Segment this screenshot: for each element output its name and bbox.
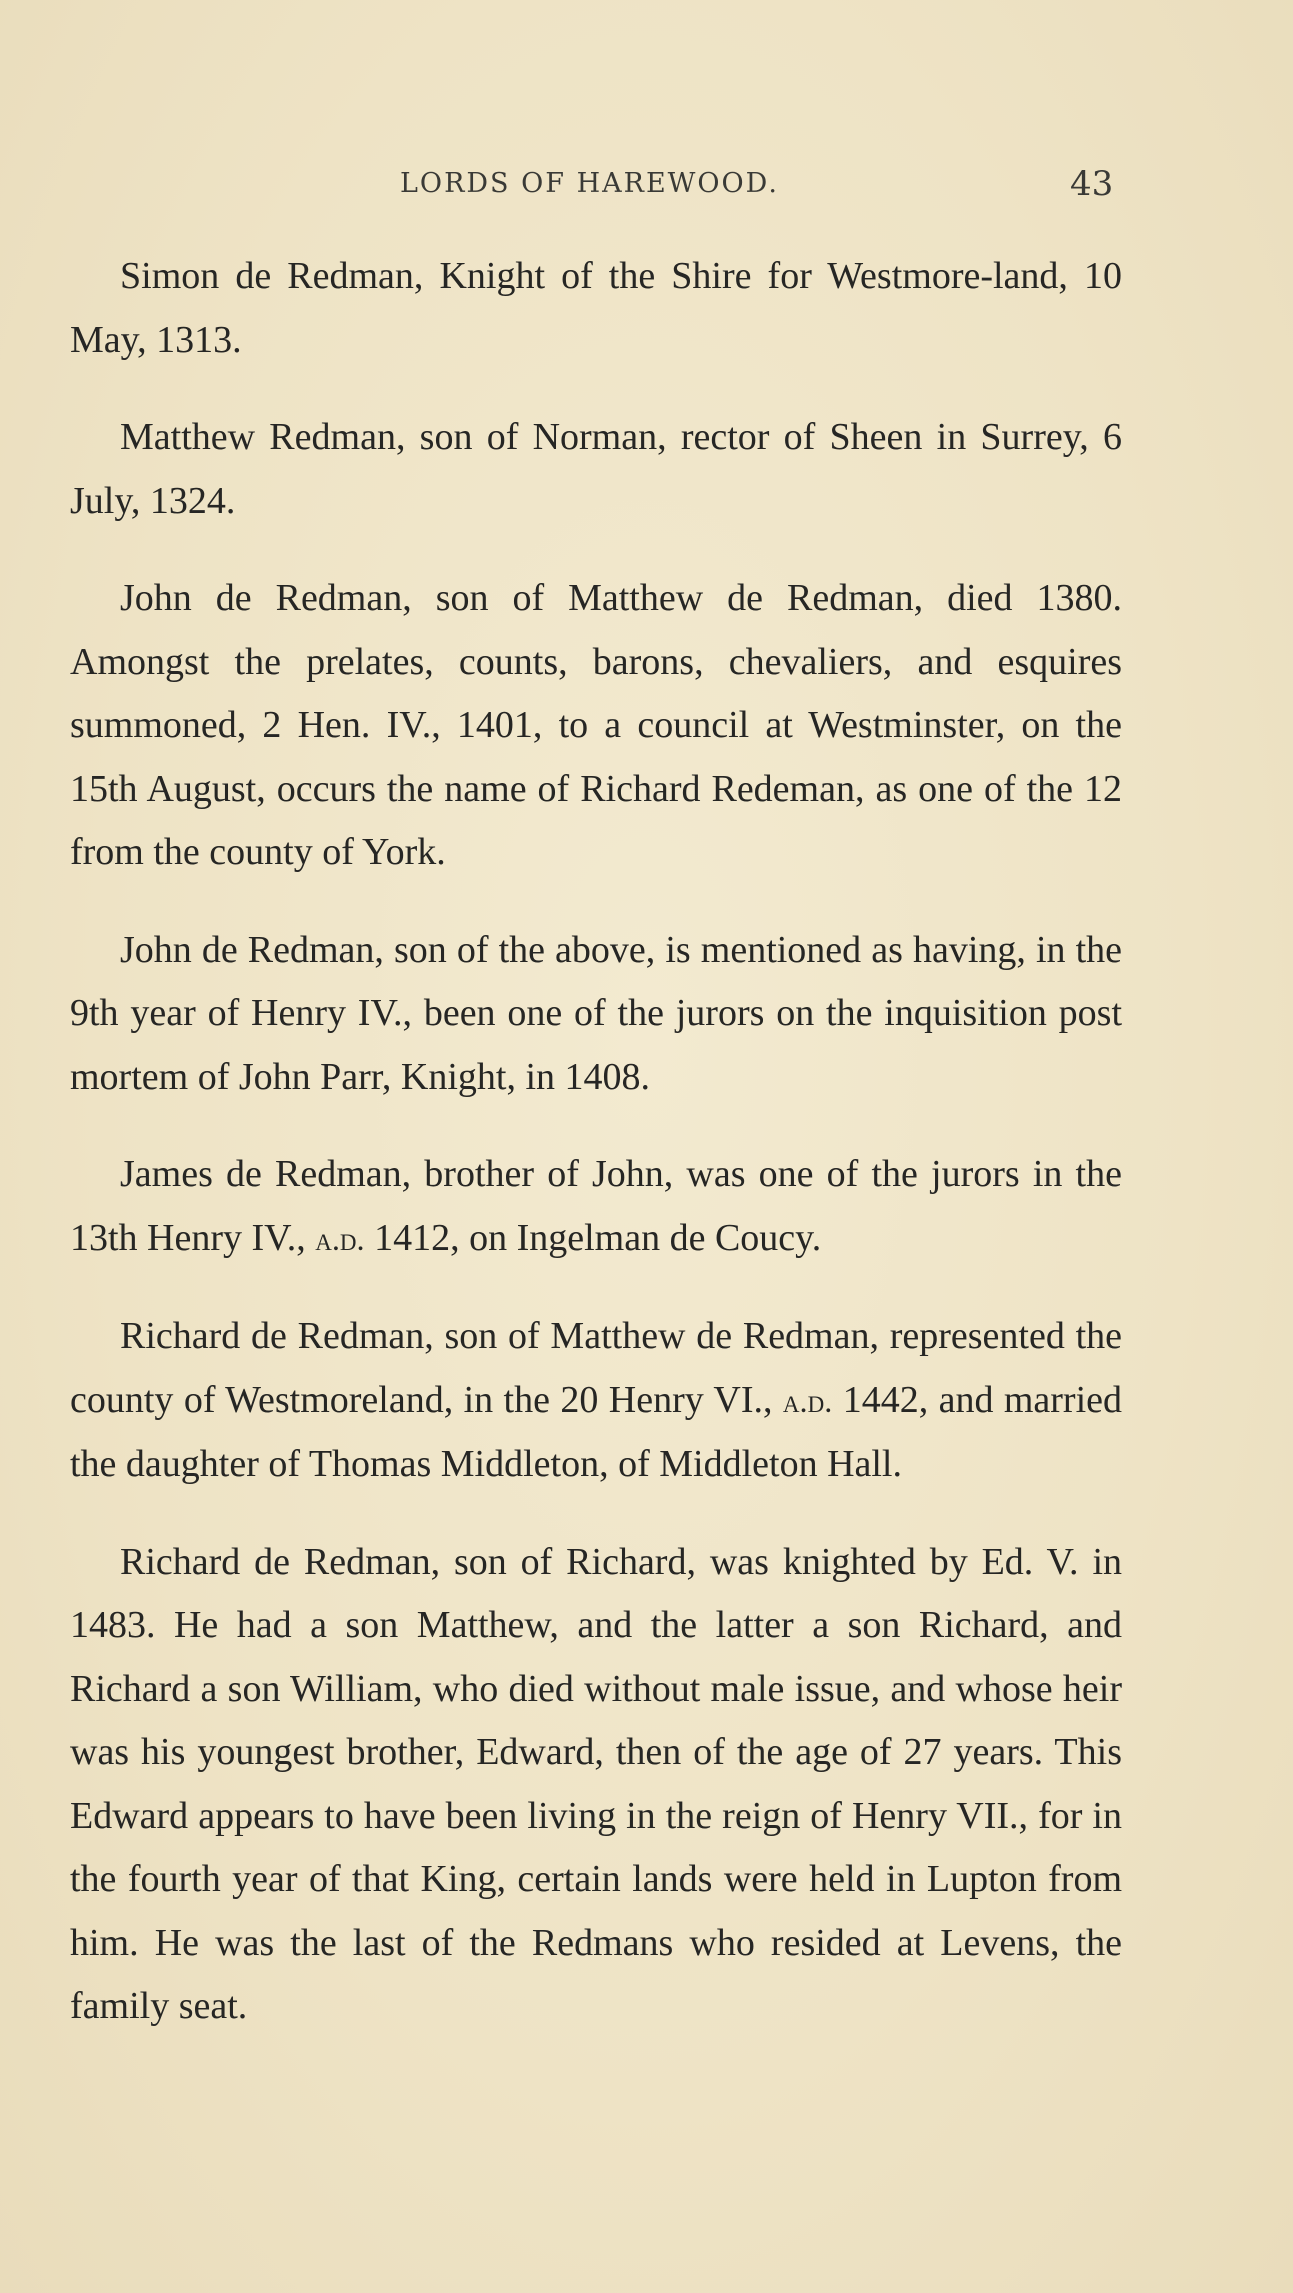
paragraph-john-de-redman-1408: John de Redman, son of the above, is mentioned as having, in the 9th year of Henry IV., been one of the jurors on the inquisition post mortem of John Parr, Knight, in 1408.	[70, 928, 1122, 1098]
era-abbreviation: a.d.	[782, 1382, 833, 1419]
page-number: 43	[1070, 164, 1114, 204]
paragraph-text: Richard de Redman, son of Matthew de Redman, represented the county of Westmoreland, in the 20 Henry VI.,	[70, 1315, 1122, 1421]
paragraph-matthew-redman: Matthew Redman, son of Norman, rector of Sheen in Surrey, 6 July, 1324.	[70, 416, 1122, 522]
paragraph-john-de-redman-1380: John de Redman, son of Matthew de Redman, died 1380. Amongst the prelates, counts, barons, chevaliers, and esquires summoned, 2 Hen. IV., 1401, to a council at Westminster, on the 15th August, occurs the name of Richard Redeman, as one of the 12 from the county of York.	[70, 577, 1122, 873]
body-text	[70, 245, 1122, 2073]
paragraph-text: 1442, and married the daughter of Thomas Middleton, of Middleton Hall.	[70, 1378, 1122, 1485]
paragraph-text: James de Redman, brother of John, was one of the jurors in the 13th Henry IV.,	[70, 1153, 1122, 1259]
running-title: LORDS OF HAREWOOD.	[400, 168, 779, 199]
paragraph-richard-de-redman-1442	[70, 1305, 1122, 1497]
paragraph-james-de-redman	[70, 1143, 1122, 1271]
paragraph-simon-de-redman: Simon de Redman, Knight of the Shire for Westmore-land, 10 May, 1313.	[70, 255, 1122, 361]
page-header	[0, 164, 1293, 208]
era-abbreviation: a.d.	[315, 1220, 365, 1257]
paragraph-richard-de-redman-1483: Richard de Redman, son of Richard, was knighted by Ed. V. in 1483. He had a son Matthew, and the latter a son Richard, and Richard a son William, who died without male issue, and whose heir was his youngest brother, Edward, then of the age of 27 years. This Edward appears to have been living in the reign of Henry VII., for in the fourth year of that King, certain lands were held in Lupton from him. He was the last of the Redmans who resided at Levens, the family seat.	[70, 1540, 1122, 2027]
paragraph-text: 1412, on Ingelman de Coucy.	[364, 1216, 822, 1259]
